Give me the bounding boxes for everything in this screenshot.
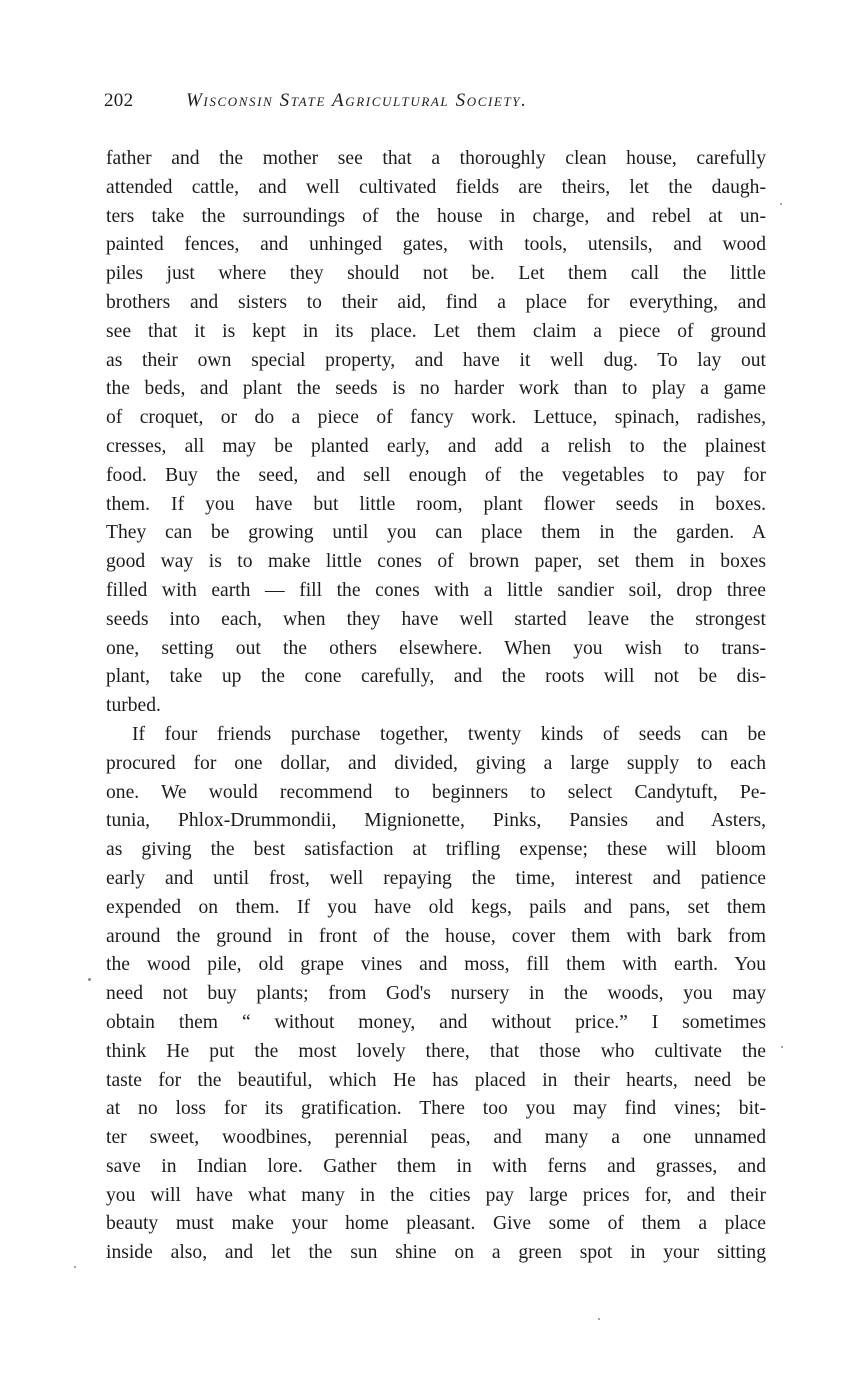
- text-line: brothers and sisters to their aid, find a place for everything, and: [106, 291, 766, 313]
- text-line: save in Indian lore. Gather them in with ferns and grasses, and: [106, 1155, 766, 1177]
- text-line: father and the mother see that a thoroughly clean house, carefully: [106, 148, 766, 169]
- text-line: plant, take up the cone carefully, and the roots will not be dis-: [106, 666, 766, 688]
- text-line: one. We would recommend to beginners to select Candytuft, Pe-: [106, 781, 766, 803]
- text-line: turbed.: [106, 695, 161, 717]
- text-line: as their own special property, and have it well dug. To lay out: [106, 349, 766, 371]
- text-line: see that it is kept in its place. Let them claim a piece of ground: [106, 320, 766, 342]
- text-line: around the ground in front of the house, cover them with bark from: [106, 925, 766, 947]
- paper-speck: [598, 1318, 600, 1320]
- text-line: seeds into each, when they have well started leave the strongest: [106, 608, 766, 630]
- text-line: attended cattle, and well cultivated fields are theirs, let the daugh-: [106, 176, 766, 198]
- text-line: at no loss for its gratification. There too you may find vines; bit-: [106, 1098, 766, 1120]
- text-line: early and until frost, well repaying the time, interest and patience: [106, 867, 766, 889]
- text-line: cresses, all may be planted early, and add a relish to the plainest: [106, 435, 766, 457]
- text-line: filled with earth — fill the cones with a little sandier soil, drop three: [106, 579, 766, 601]
- text-line: one, setting out the others elsewhere. When you wish to trans-: [106, 637, 766, 659]
- paper-speck: [88, 978, 91, 981]
- text-line: ters take the surroundings of the house in charge, and rebel at un-: [106, 205, 766, 227]
- text-line: the beds, and plant the seeds is no harder work than to play a game: [106, 378, 766, 400]
- paragraph: [106, 721, 766, 1268]
- text-line: obtain them “ without money, and without price.” I sometimes: [106, 1011, 766, 1033]
- page-number: 202: [104, 90, 134, 111]
- text-line: procured for one dollar, and divided, giving a large supply to each: [106, 752, 766, 774]
- text-line: food. Buy the seed, and sell enough of the vegetables to pay for: [106, 464, 766, 486]
- text-line: think He put the most lovely there, that those who cultivate the: [106, 1040, 766, 1062]
- text-line: the wood pile, old grape vines and moss, fill them with earth. You: [106, 954, 766, 976]
- text-line: inside also, and let the sun shine on a green spot in your sitting: [106, 1242, 766, 1264]
- text-line: If four friends purchase together, twenty kinds of seeds can be: [132, 723, 766, 745]
- paper-speck: [781, 1046, 783, 1048]
- text-line: beauty must make your home pleasant. Give some of them a place: [106, 1213, 766, 1235]
- text-line: taste for the beautiful, which He has placed in their hearts, need be: [106, 1069, 766, 1091]
- text-line: as giving the best satisfaction at trifling expense; these will bloom: [106, 839, 766, 861]
- text-line: piles just where they should not be. Let them call the little: [106, 263, 766, 285]
- text-line: good way is to make little cones of brown paper, set them in boxes: [106, 551, 766, 573]
- running-title: Wisconsin State Agricultural Society.: [186, 90, 528, 111]
- paper-speck: [74, 1266, 76, 1268]
- running-head: [104, 86, 704, 116]
- body-text: [106, 145, 766, 1268]
- text-line: They can be growing until you can place them in the garden. A: [106, 522, 766, 544]
- text-line: tunia, Phlox-Drummondii, Mignionette, Pinks, Pansies and Asters,: [106, 810, 766, 832]
- paper-speck: [780, 203, 782, 205]
- text-line: of croquet, or do a piece of fancy work. Lettuce, spinach, radishes,: [106, 407, 766, 429]
- text-line: ter sweet, woodbines, perennial peas, and many a one unnamed: [106, 1127, 766, 1149]
- text-line: them. If you have but little room, plant flower seeds in boxes.: [106, 493, 766, 515]
- text-line: expended on them. If you have old kegs, pails and pans, set them: [106, 896, 766, 918]
- paragraph: [106, 145, 766, 721]
- text-line: painted fences, and unhinged gates, with tools, utensils, and wood: [106, 234, 766, 256]
- text-line: need not buy plants; from God's nursery in the woods, you may: [106, 983, 766, 1005]
- text-line: you will have what many in the cities pay large prices for, and their: [106, 1184, 766, 1206]
